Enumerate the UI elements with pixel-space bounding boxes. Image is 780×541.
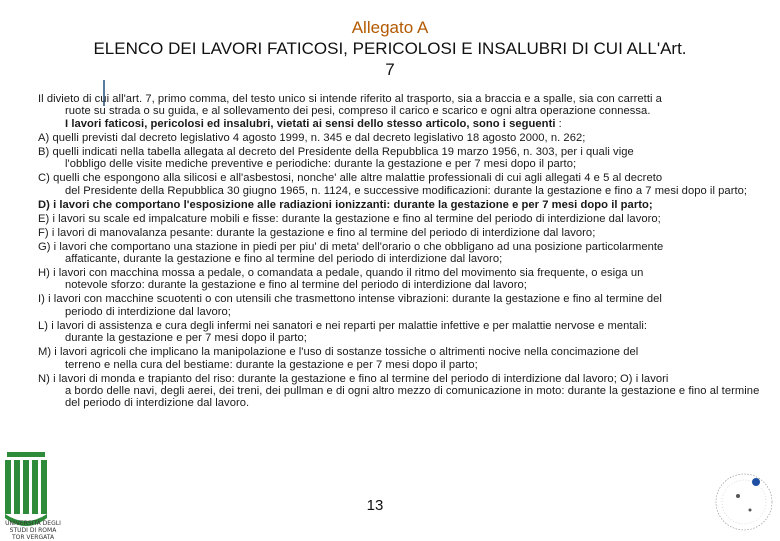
list-item (38, 241, 762, 266)
list-item (38, 267, 762, 292)
list-item (38, 213, 762, 225)
list-item (38, 227, 762, 239)
university-logo-caption (2, 520, 64, 541)
page-number: 13 (366, 497, 384, 514)
items-list (38, 132, 762, 410)
university-caption-line2: TOR VERGATA (11, 534, 55, 541)
list-heading: I lavori faticosi, pericolosi ed insalubri, vietati ai sensi dello stesso articolo, sono i seguenti (65, 117, 556, 130)
list-item (38, 172, 762, 197)
list-item-first-line: G) i lavori che comportano una stazione in piedi per piu' di meta' dell'orario o che obbligano ad una posizione particolarmente (38, 240, 664, 253)
list-item-first-line: C) quelli che espongono alla silicosi e all'asbestosi, nonche' alle altre malattie professionali di cui agli allegati 4 e 5 al decreto (38, 172, 663, 185)
list-item (38, 199, 762, 211)
title-main: ELENCO DEI LAVORI FATICOSI, PERICOLOSI E INSALUBRI DI CUI ALL'Art. (93, 39, 687, 58)
list-item-continuation: l'obbligo delle visite mediche preventive e periodiche: durante la gestazione e per 7 mesi dopo il parto; (65, 158, 577, 171)
intro-rest: ruote su strada o su guida, e al sollevamento dei pesi, compreso il carico e scarico e ogni altra operazione connessa. (65, 105, 651, 118)
list-heading-suffix: : (555, 117, 562, 130)
list-item-first-line: F) i lavori di manovalanza pesante: durante la gestazione e fino al termine del periodo di interdizione dal lavoro; (38, 226, 596, 239)
title-main-continuation: 7 (385, 60, 395, 79)
list-item-continuation: terreno e nella cura del bestiame: durante la gestazione e per 7 mesi dopo il parto; (65, 358, 478, 371)
body-text (38, 93, 762, 411)
intro-paragraph (38, 93, 762, 130)
list-item-first-line: E) i lavori su scale ed impalcature mobili e fisse: durante la gestazione e fino al termine del periodo di interdizione dal lavoro; (38, 212, 661, 225)
list-item-first-line: A) quelli previsti dal decreto legislativo 4 agosto 1999, n. 345 e dal decreto legislativo 18 agosto 2000, n. 262; (38, 131, 586, 144)
list-item-continuation: periodo di interdizione dal lavoro; (65, 305, 231, 318)
list-item-first-line: L) i lavori di assistenza e cura degli infermi nei sanatori e nei reparti per malattie infettive e per malattie nervose e mentali: (38, 319, 648, 332)
title-block (0, 18, 780, 80)
list-item-first-line: I) i lavori con macchine scuotenti o con utensili che trasmettono intense vibrazioni: durante la gestazione e fino al termine del (38, 293, 662, 306)
list-item-first-line: N) i lavori di monda e trapianto del riso: durante la gestazione e fino al termine del periodo di interdizione dal lavoro; O) i lavori (38, 372, 669, 385)
list-item (38, 373, 762, 410)
list-item (38, 346, 762, 371)
university-caption-line1: UNIVERSITÀ DEGLI STUDI DI ROMA (5, 520, 61, 534)
list-item-continuation: durante la gestazione e per 7 mesi dopo il parto; (65, 332, 307, 345)
list-item-first-line: B) quelli indicati nella tabella allegata al decreto del Presidente della Repubblica 19 marzo 1956, n. 303, per i quali vige (38, 145, 634, 158)
inaf-circular-logo-icon (710, 466, 778, 538)
list-item (38, 293, 762, 318)
list-item (38, 320, 762, 345)
list-item (38, 132, 762, 144)
list-item-continuation: a bordo delle navi, degli aerei, dei treni, dei pullman e di ogni altro mezzo di comunicazione in moto: durante la gestazione e fino al termine del periodo di interdizione dal lavoro. (65, 385, 760, 410)
list-item-continuation: affaticante, durante la gestazione e fino al termine del periodo di interdizione dal lavoro; (65, 253, 503, 266)
list-item-continuation: del Presidente della Repubblica 30 giugno 1965, n. 1124, e successive modificazioni: durante la gestazione e fino a 7 mesi dopo il parto; (65, 184, 748, 197)
list-item-first-line: H) i lavori con macchina mossa a pedale, o comandata a pedale, quando il ritmo del movimento sia frequente, o esiga un (38, 267, 644, 280)
intro-continuation (38, 105, 762, 130)
list-item-continuation: notevole sforzo: durante la gestazione e fino al termine del periodo di interdizione dal lavoro; (65, 279, 527, 292)
title-annex: Allegato A (351, 18, 429, 37)
intro-first-line: Il divieto di cui all'art. 7, primo comma, del testo unico si intende riferito al trasporto, sia a braccia e a spalle, sia con carretti a (38, 93, 662, 105)
list-item (38, 146, 762, 171)
list-item-first-line: M) i lavori agricoli che implicano la manipolazione e l'uso di sostanze tossiche o altrimenti nocive nella concimazione del (38, 346, 639, 359)
list-item-first-line: D) i lavori che comportano l'esposizione alle radiazioni ionizzanti: durante la gestazione e per 7 mesi dopo il parto; (38, 198, 653, 211)
